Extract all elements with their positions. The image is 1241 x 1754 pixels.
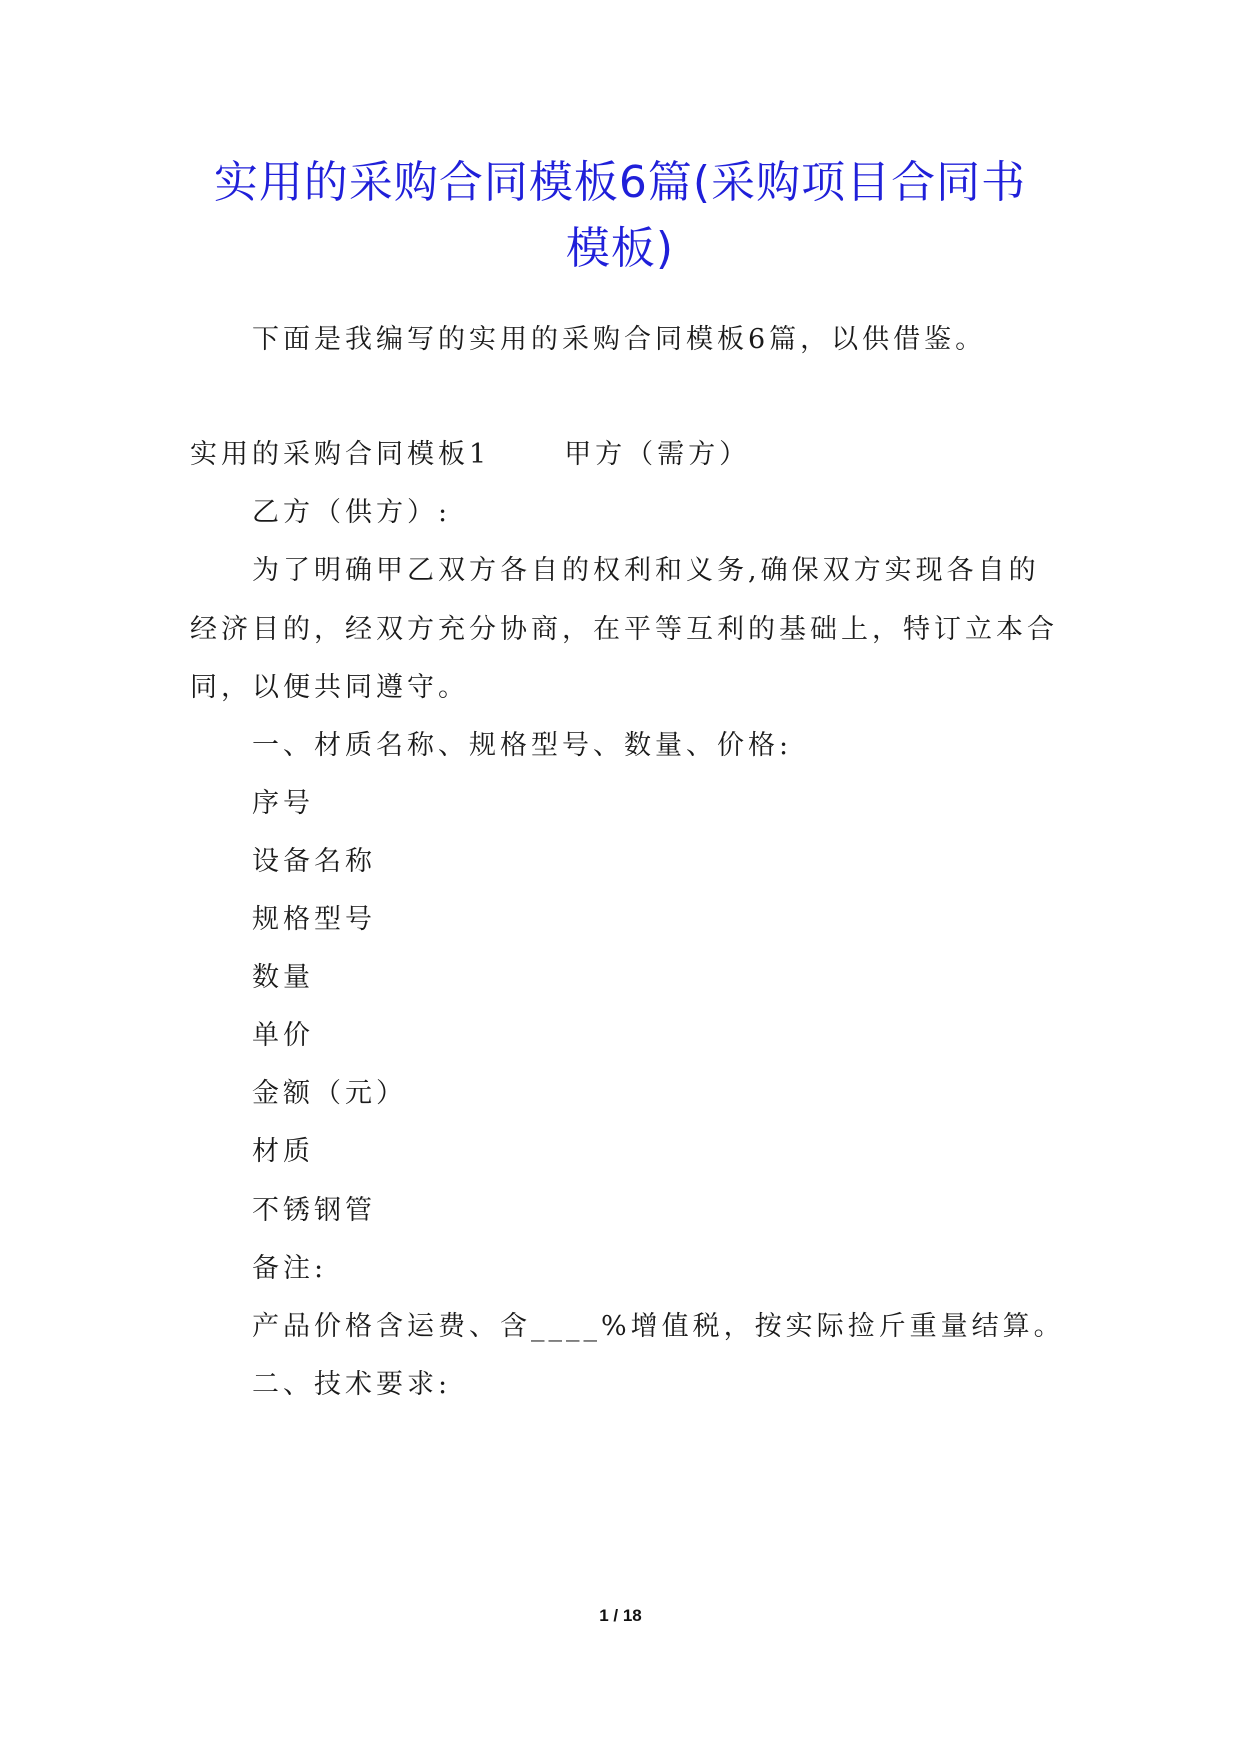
page-indicator: 1 / 18 <box>599 1606 642 1625</box>
title-line-2: 模板) <box>565 223 675 274</box>
party-b-label: 乙方（供方）: <box>252 497 452 528</box>
table-field-unit-price: 单价 <box>252 1020 314 1051</box>
clause-2-heading: 二、技术要求: <box>252 1369 452 1400</box>
table-field-equipment-name: 设备名称 <box>252 846 376 877</box>
preamble-line-3: 同，以便共同遵守。 <box>190 672 469 703</box>
preamble-line-1: 为了明确甲乙双方各自的权利和义务,确保双方实现各自的 <box>252 555 1040 586</box>
table-field-material-value: 不锈钢管 <box>252 1195 376 1226</box>
clause-1-heading: 一、材质名称、规格型号、数量、价格: <box>252 730 793 761</box>
section-1-heading: 实用的采购合同模板1 <box>190 439 491 470</box>
intro-paragraph: 下面是我编写的实用的采购合同模板6篇，以供借鉴。 <box>252 324 987 355</box>
table-field-model: 规格型号 <box>252 904 376 935</box>
remark-text: 产品价格含运费、含____%增值税，按实际捡斤重量结算。 <box>252 1311 1065 1342</box>
table-field-serial: 序号 <box>252 788 314 819</box>
title-line-1: 实用的采购合同模板6篇(采购项目合同书 <box>213 157 1027 208</box>
party-a-label: 甲方（需方） <box>564 439 751 470</box>
table-field-amount: 金额（元） <box>252 1078 407 1109</box>
section-heading-row <box>190 437 750 473</box>
table-field-quantity: 数量 <box>252 962 314 993</box>
table-field-material: 材质 <box>252 1136 314 1167</box>
remark-label: 备注: <box>252 1253 328 1284</box>
preamble-line-2: 经济目的，经双方充分协商，在平等互利的基础上，特订立本合 <box>190 614 1058 645</box>
document-title <box>180 150 1060 282</box>
